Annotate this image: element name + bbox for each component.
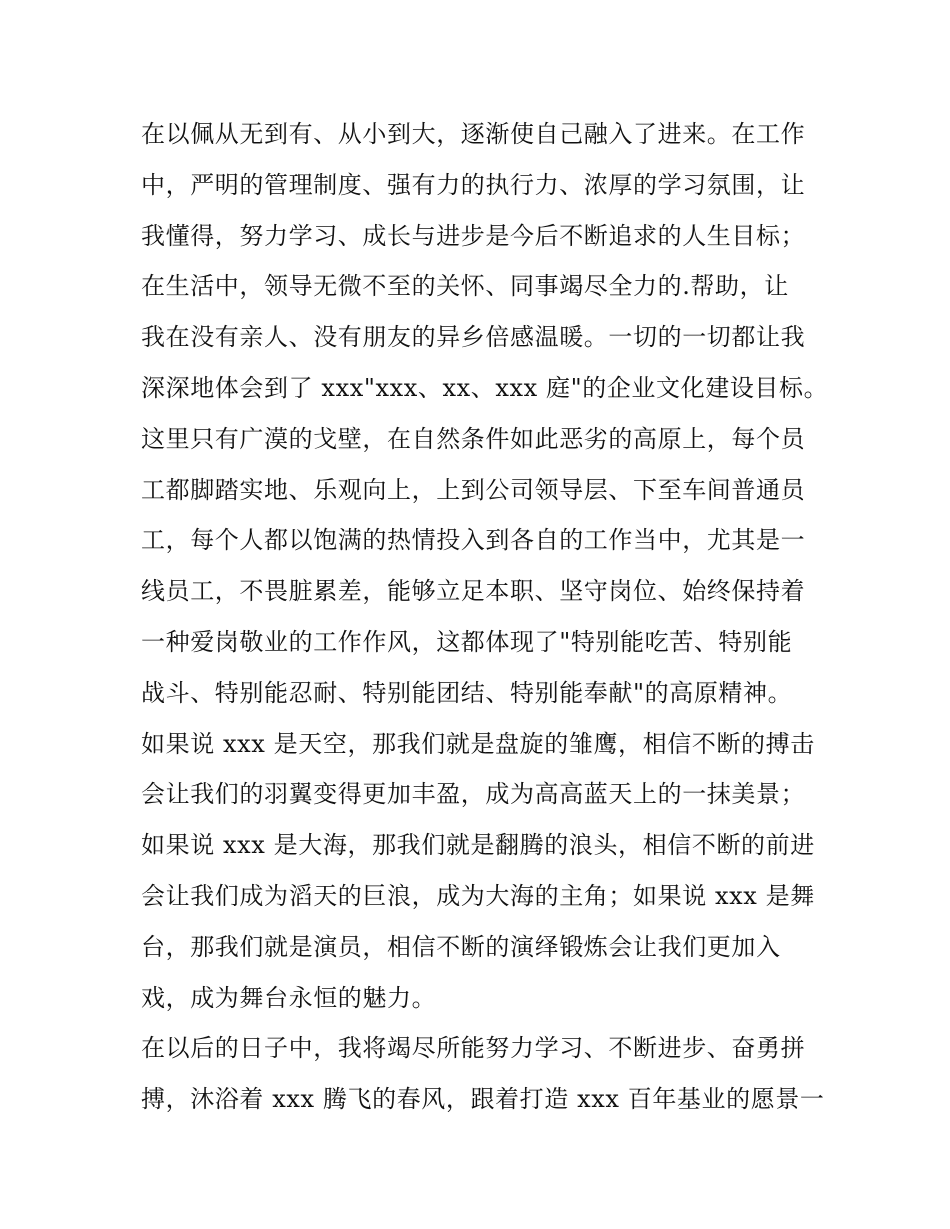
text-line: 这里只有广漠的戈壁，在自然条件如此恶劣的高原上，每个员	[141, 424, 806, 453]
text-line: 一种爱岗敬业的工作作风，这都体现了"特别能吃苦、特别能	[141, 627, 793, 656]
text-line: 战斗、特别能忍耐、特别能团结、特别能奉献"的高原精神。	[141, 678, 793, 707]
text-line: 如果说 xxx 是大海，那我们就是翻腾的浪头，相信不断的前进	[141, 831, 815, 860]
text-line: 在以后的日子中，我将竭尽所能努力学习、不断进步、奋勇拼	[141, 1034, 806, 1063]
text-line: 线员工，不畏脏累差，能够立足本职、坚守岗位、始终保持着	[141, 577, 806, 606]
text-line: 工，每个人都以饱满的热情投入到各自的工作当中，尤其是一	[141, 526, 806, 555]
text-line: 工都脚踏实地、乐观向上，上到公司领导层、下至车间普通员	[141, 475, 806, 504]
body-text	[141, 109, 829, 1125]
text-line: 我懂得，努力学习、成长与进步是今后不断追求的人生目标；	[141, 221, 806, 250]
text-line: 搏，沐浴着 xxx 腾飞的春风，跟着打造 xxx 百年基业的愿景一	[141, 1085, 825, 1114]
text-line: 会让我们的羽翼变得更加丰盈，成为高高蓝天上的一抹美景；	[141, 780, 806, 809]
text-line: 戏，成为舞台永恒的魅力。	[141, 983, 437, 1012]
text-line: 如果说 xxx 是天空，那我们就是盘旋的雏鹰，相信不断的搏击	[141, 729, 815, 758]
text-line: 中，严明的管理制度、强有力的执行力、浓厚的学习氛围，让	[141, 170, 806, 199]
text-line: 会让我们成为滔天的巨浪，成为大海的主角；如果说 xxx 是舞	[141, 881, 815, 910]
text-line: 深深地体会到了 xxx"xxx、xx、xxx 庭"的企业文化建设目标。	[141, 373, 829, 402]
text-line: 我在没有亲人、没有朋友的异乡倍感温暖。一切的一切都让我	[141, 323, 806, 352]
text-line: 在生活中，领导无微不至的关怀、同事竭尽全力的.帮助，让	[141, 272, 789, 301]
text-line: 在以佩从无到有、从小到大，逐渐使自己融入了进来。在工作	[141, 120, 806, 148]
text-line: 台，那我们就是演员，相信不断的演绎锻炼会让我们更加入	[141, 932, 781, 961]
